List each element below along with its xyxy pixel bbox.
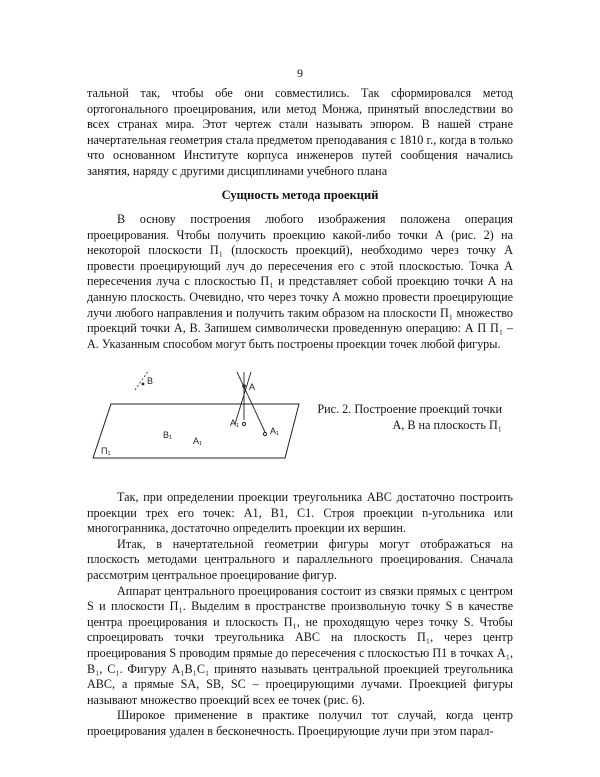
intro-paragraph: тальной так, чтобы обе они совместились. Так сформировался метод ортогонального проецирования, или метод Монжа, принятый впоследствии во всех странах мира. Этот чертеж стали называть эпюром. В нашей стране начертательная геометрия стала предметом преподавания с 1810 г., когда в только что основанном Институте корпуса инженеров путей сообщения начались занятия, наряду с другими дисциплинами учебного плана <box>87 86 513 178</box>
paragraph-5: Аппарат центрального проецирования состоит из связки прямых с центром S и плоскости П₁. Выделим в пространстве произвольную точку S в качестве центра проецирования и плоскость П₁, не проходящую через точку S. Чтобы спроецировать точки треугольника АВС на плоскость П₁, через центр проецирования S проводим прямые до пересечения с плоскостью П1 в точках А₁, В₁, С₁. Фигуру А₁В₁С₁ принято называть центральной проекцией треугольника АВС, а прямые SA, SB, SC – проецирующими лучами. Проекцией фигуры называют множество проекций всех ее точек (рис. 6). <box>87 583 513 707</box>
intro-paragraph-block <box>87 86 513 180</box>
label-b1: B₁ <box>163 430 173 440</box>
page-number: 9 <box>297 66 303 80</box>
point-a1-second <box>263 432 266 435</box>
label-b: B <box>147 376 154 386</box>
label-a1-third: A₁ <box>193 436 203 446</box>
figure-caption: Рис. 2. Построение проекций точки А, В на плоскость П₁ <box>317 402 502 432</box>
label-pi1: П₁ <box>101 446 111 456</box>
paragraph-2-block <box>87 212 513 352</box>
plane-pi1 <box>93 404 299 458</box>
point-a <box>242 384 246 388</box>
label-a1-second: A₁ <box>270 426 280 436</box>
ray-left <box>235 372 251 424</box>
label-a: A <box>249 382 256 392</box>
paragraph-3: Так, при определении проекции треугольника АВС достаточно построить проекции трех его точек: А1, В1, С1. Строя проекции n-угольника или многогранника, достаточно определить проекции их вершин. <box>87 490 513 536</box>
ray-right <box>237 372 265 432</box>
section-heading: Сущность метода проекций <box>221 188 379 202</box>
paragraphs-lower-block <box>87 490 513 740</box>
label-a1: A₁ <box>230 418 240 428</box>
paragraph-6: Широкое применение в практике получил тот случай, когда центр проецирования удален в бесконечность. Проецирующие лучи при этом парал- <box>87 708 513 738</box>
point-a1 <box>242 422 245 425</box>
paragraph-2: В основу построения любого изображения положена операция проецирования. Чтобы получить проекцию какой-либо точки А (рис. 2) на некоторой плоскости П₁ (плоскость проекций), необходимо через точку А провести проецирующий луч до пересечения его с этой плоскостью. Точка А пересечения луча с плоскостью П₁ и представляет собой проекцию точки А на данную плоскость. Очевидно, что через точку А можно провести проецирующие лучи любого направления и получить таким образом на плоскости П₁ множество проекций точки А, В. Запишем символически проведенную операцию: А П П₁ – А. Указанным способом могут быть построены проекции точек любой фигуры. <box>87 212 513 351</box>
projection-diagram <box>87 368 307 480</box>
paragraph-4: Итак, в начертательной геометрии фигуры могут отображаться на плоскость методами центрального и параллельного проецирования. Сначала рассмотрим центральное проецирование фигур. <box>87 536 513 582</box>
point-b <box>142 383 145 386</box>
